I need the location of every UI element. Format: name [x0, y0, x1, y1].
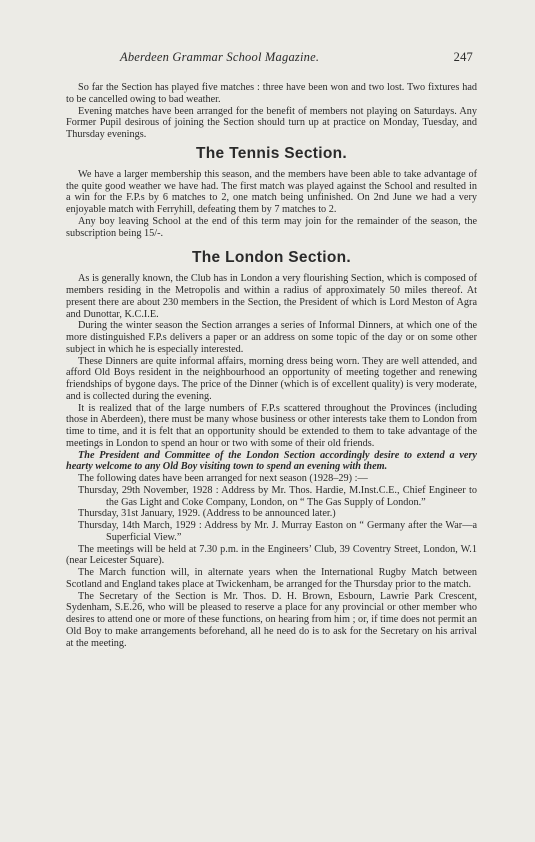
- magazine-title: Aberdeen Grammar School Magazine.: [120, 50, 320, 64]
- intro-paragraph-2: Evening matches have been arranged for the benefit of members not playing on Saturdays. Any Former Pupil desirous of joining the Section should turn up at practice on Monday, Tuesday, and Thursday evenings.: [66, 105, 477, 140]
- london-paragraph-venue: The meetings will be held at 7.30 p.m. in the Engineers’ Club, 39 Coventry Street, London, W.1 (near Leicester Square).: [66, 543, 477, 567]
- london-paragraph-3: These Dinners are quite informal affairs, morning dress being worn. They are well attended, and afford Old Boys resident in the neighbourhood an opportunity of meeting together and renewing friendships of bygone days. The price of the Dinner (which is of excellent quality) is very moderate, and is collected during the evening.: [66, 355, 477, 402]
- tennis-paragraph-1: We have a larger membership this season, and the members have been able to take advantage of the quite good weather we have had. The first match was played against the School and resulted in a win for the F.P.s by 6 matches to 2, one match being unfinished. On 2nd June we had a very enjoyable match with Ferryhill, defeating them by 7 matches to 2.: [66, 168, 477, 215]
- london-paragraph-2: During the winter season the Section arranges a series of Informal Dinners, at which one of the more distinguished F.P.s delivers a paper or an address on some topic of the day or on some other subject in which he is especially interested.: [66, 320, 477, 355]
- running-head: [120, 50, 477, 65]
- london-welcome-paragraph: The President and Committee of the London Section accordingly desire to extend a very hearty welcome to any Old Boy visiting town to spend an evening with them.: [66, 449, 477, 473]
- london-section-heading: The London Section.: [192, 249, 351, 267]
- intro-paragraph-1: So far the Section has played five matches : three have been won and two lost. Two fixtures had to be cancelled owing to bad weather.: [66, 82, 477, 105]
- meeting-date-1: Thursday, 29th November, 1928 : Address by Mr. Thos. Hardie, M.Inst.C.E., Chief Engineer to the Gas Light and Coke Company, London, on “ The Gas Supply of London.”: [78, 484, 477, 508]
- london-dates-intro: The following dates have been arranged for next season (1928–29) :—: [78, 473, 368, 484]
- meeting-date-2: Thursday, 31st January, 1929. (Address to be announced later.): [78, 508, 336, 520]
- page-number: 247: [453, 50, 473, 64]
- london-paragraph-1: As is generally known, the Club has in London a very flourishing Section, which is composed of members residing in the Metropolis and within a radius of approximately 50 miles thereof. At present there are about 230 members in the Section, the President of which is Lord Meston of Agra and Dunottar, K.C.I.E.: [66, 273, 477, 320]
- london-paragraph-march: The March function will, in alternate years when the International Rugby Match between Scotland and England takes place at Twickenham, be arranged for the Thursday prior to the match.: [66, 567, 477, 590]
- london-paragraph-4: It is realized that of the large numbers of F.P.s scattered throughout the Provinces (including those in Aberdeen), there must be many whose business or other interests take them to London from time to time, and it is felt that an opportunity should be extended to them to take advantage of the meetings in London to spend an hour or two with some of their old friends.: [66, 402, 477, 449]
- london-paragraph-secretary: The Secretary of the Section is Mr. Thos. D. H. Brown, Esbourn, Lawrie Park Crescent, Sydenham, S.E.26, who will be pleased to reserve a place for any provincial or other member who desires to attend one or more of these functions, on hearing from him ; or, if time does not permit an Old Boy to make arrangements beforehand, all he need do is to ask for the Secretary on his arrival at the meeting.: [66, 590, 477, 649]
- meeting-date-3: Thursday, 14th March, 1929 : Address by Mr. J. Murray Easton on “ Germany after the War—a Superficial View.”: [78, 520, 477, 543]
- tennis-section-heading: The Tennis Section.: [196, 144, 347, 162]
- tennis-paragraph-2: Any boy leaving School at the end of this term may join for the remainder of the season, the subscription being 15/-.: [66, 215, 477, 239]
